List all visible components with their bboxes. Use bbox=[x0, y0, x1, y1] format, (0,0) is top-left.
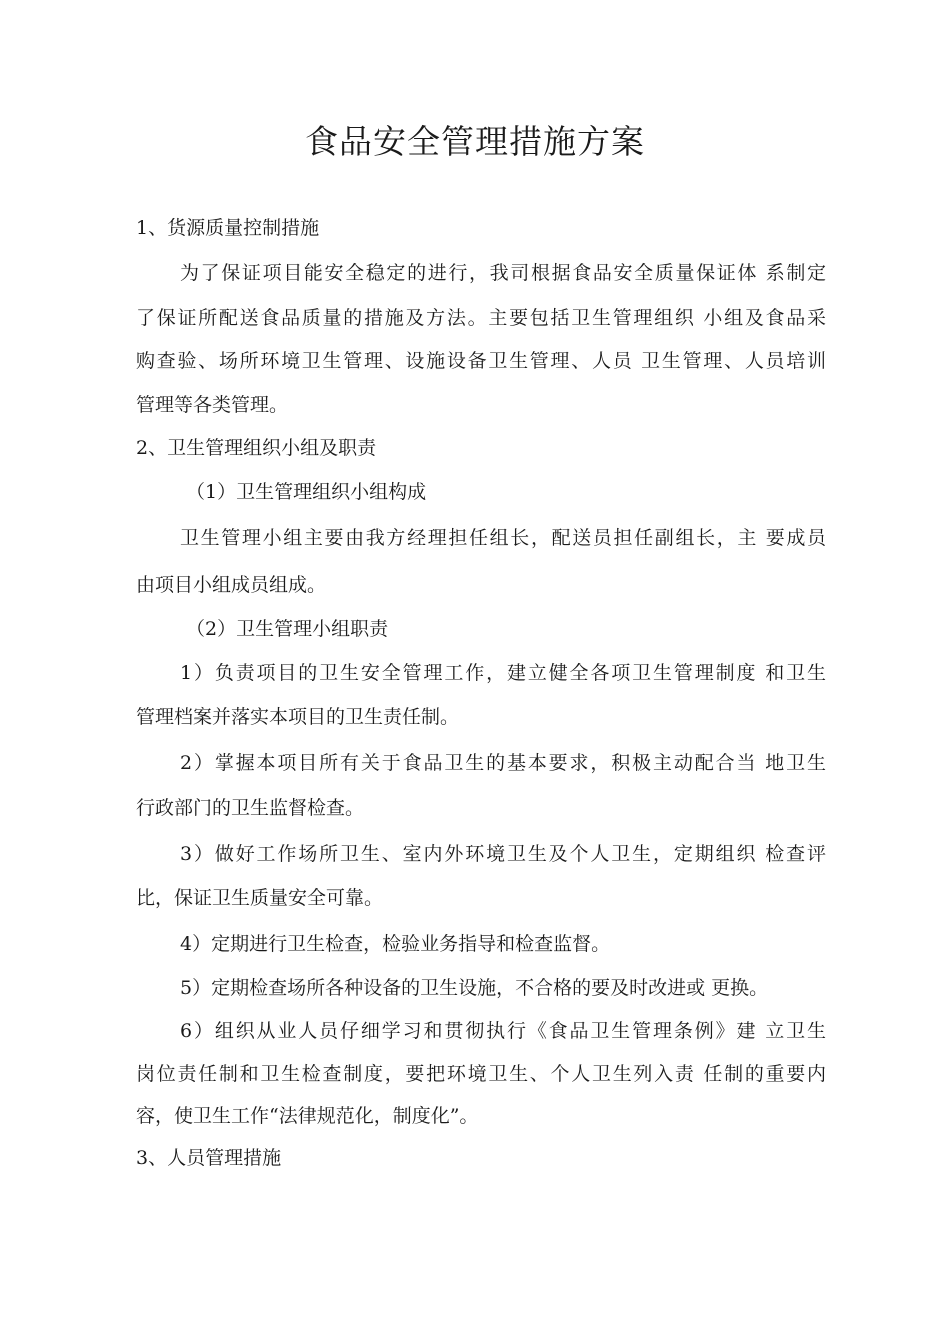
section-heading-3: 3、人员管理措施 bbox=[136, 1147, 282, 1169]
list-item-line: 管理档案并落实本项目的卫生责任制。 bbox=[136, 706, 460, 728]
paragraph-line: 卫生管理小组主要由我方经理担任组长，配送员担任副组长，主 要成员 bbox=[180, 527, 826, 549]
list-item-line: 6）组织从业人员仔细学习和贯彻执行《食品卫生管理条例》建 立卫生 bbox=[180, 1020, 826, 1042]
list-item-line: 比，保证卫生质量安全可靠。 bbox=[136, 887, 384, 909]
list-item-line: 4）定期进行卫生检查，检验业务指导和检查监督。 bbox=[180, 933, 611, 955]
paragraph-line: 为了保证项目能安全稳定的进行，我司根据食品安全质量保证体 系制定 bbox=[180, 262, 826, 284]
document-title: 食品安全管理措施方案 bbox=[305, 122, 645, 161]
list-item-line: 2）掌握本项目所有关于食品卫生的基本要求，积极主动配合当 地卫生 bbox=[180, 752, 826, 774]
subsection-heading: （1）卫生管理组织小组构成 bbox=[186, 481, 427, 503]
list-item-line: 3）做好工作场所卫生、室内外环境卫生及个人卫生，定期组织 检查评 bbox=[180, 843, 826, 865]
paragraph-line: 了保证所配送食品质量的措施及方法。主要包括卫生管理组织 小组及食品采 bbox=[136, 307, 826, 329]
paragraph-line: 管理等各类管理。 bbox=[136, 394, 289, 416]
list-item-line: 容，使卫生工作“法律规范化，制度化”。 bbox=[136, 1105, 479, 1127]
paragraph-line: 购查验、场所环境卫生管理、设施设备卫生管理、人员 卫生管理、人员培训 bbox=[136, 350, 826, 372]
list-item-line: 5）定期检查场所各种设备的卫生设施，不合格的要及时改进或 更换。 bbox=[180, 977, 769, 999]
paragraph-line: 由项目小组成员组成。 bbox=[136, 574, 327, 596]
list-item-line: 岗位责任制和卫生检查制度，要把环境卫生、个人卫生列入责 任制的重要内 bbox=[136, 1063, 826, 1085]
subsection-heading: （2）卫生管理小组职责 bbox=[186, 618, 389, 640]
section-heading-2: 2、卫生管理组织小组及职责 bbox=[136, 437, 377, 459]
section-heading-1: 1、货源质量控制措施 bbox=[136, 217, 320, 239]
list-item-line: 行政部门的卫生监督检查。 bbox=[136, 797, 365, 819]
list-item-line: 1）负责项目的卫生安全管理工作，建立健全各项卫生管理制度 和卫生 bbox=[180, 662, 826, 684]
